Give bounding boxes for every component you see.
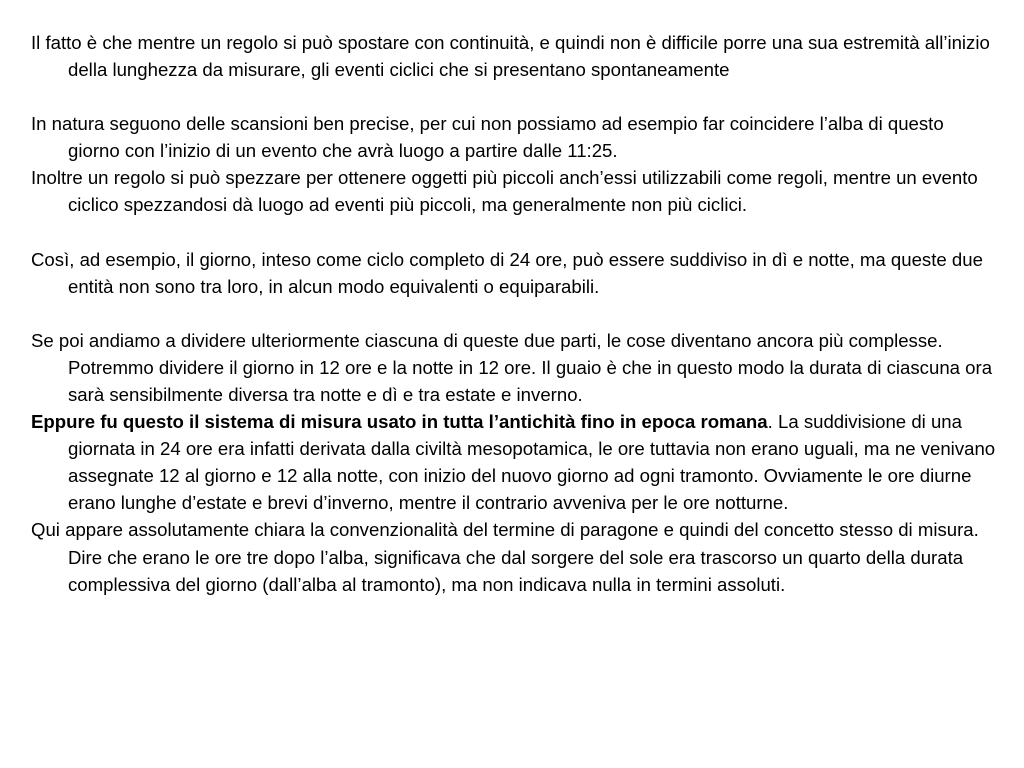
slide-body (31, 29, 997, 598)
paragraph-1-text: Il fatto è che mentre un regolo si può spostare con continuità, e quindi non è difficile porre una sua estremità all’inizio della lunghezza da misurare, gli eventi ciclici che si presentano spontaneamente (31, 32, 990, 81)
spacer (31, 219, 997, 246)
spacer (31, 83, 997, 110)
paragraph-7 (31, 516, 997, 597)
paragraph-5-text: Se poi andiamo a dividere ulteriormente ciascuna di queste due parti, le cose diventano ancora più complesse. Potremmo dividere il giorno in 12 ore e la notte in 12 ore. Il guaio è che in questo modo la durata di ciascuna ora sarà sensibilmente diversa tra notte e dì e tra estate e inverno. (31, 329, 993, 405)
paragraph-5 (31, 327, 997, 408)
paragraph-4 (31, 246, 997, 300)
paragraph-3-text: Inoltre un regolo si può spezzare per ottenere oggetti più piccoli anch’essi utilizzabili come regoli, mentre un evento ciclico spezzandosi dà luogo ad eventi più piccoli, ma generalmente non più ciclici. (31, 167, 978, 216)
paragraph-6-bold-lead: Eppure fu questo il sistema di misura usato in tutta l’antichità fino in epoca romana (31, 411, 768, 433)
paragraph-4-text: Così, ad esempio, il giorno, inteso come ciclo completo di 24 ore, può essere suddiviso in dì e notte, ma queste due entità non sono tra loro, in alcun modo equivalenti o equiparabili. (31, 248, 983, 297)
paragraph-6-text: . La suddivisione di una giornata in 24 ore era infatti derivata dalla civiltà mesopotamica, le ore tuttavia non erano uguali, ma ne venivano assegnate 12 al giorno e 12 alla notte, con inizio del nuovo giorno ad ogni tramonto. Ovviamente le ore diurne erano lunghe d’estate e brevi d’inverno, mentre il contrario avveniva per le ore notturne. (68, 411, 996, 514)
paragraph-2-text: In natura seguono delle scansioni ben precise, per cui non possiamo ad esempio far coincidere l’alba di questo giorno con l’inizio di un evento che avrà luogo a partire dalle 11:25. (31, 113, 944, 162)
paragraph-2 (31, 110, 997, 164)
paragraph-3 (31, 164, 997, 218)
spacer (31, 300, 997, 327)
paragraph-1 (31, 29, 997, 83)
paragraph-6 (31, 408, 997, 516)
paragraph-7-text: Qui appare assolutamente chiara la convenzionalità del termine di paragone e quindi del concetto stesso di misura. Dire che erano le ore tre dopo l’alba, significava che dal sorgere del sole era trascorso un quarto della durata complessiva del giorno (dall’alba al tramonto), ma non indicava nulla in termini assoluti. (31, 519, 979, 595)
